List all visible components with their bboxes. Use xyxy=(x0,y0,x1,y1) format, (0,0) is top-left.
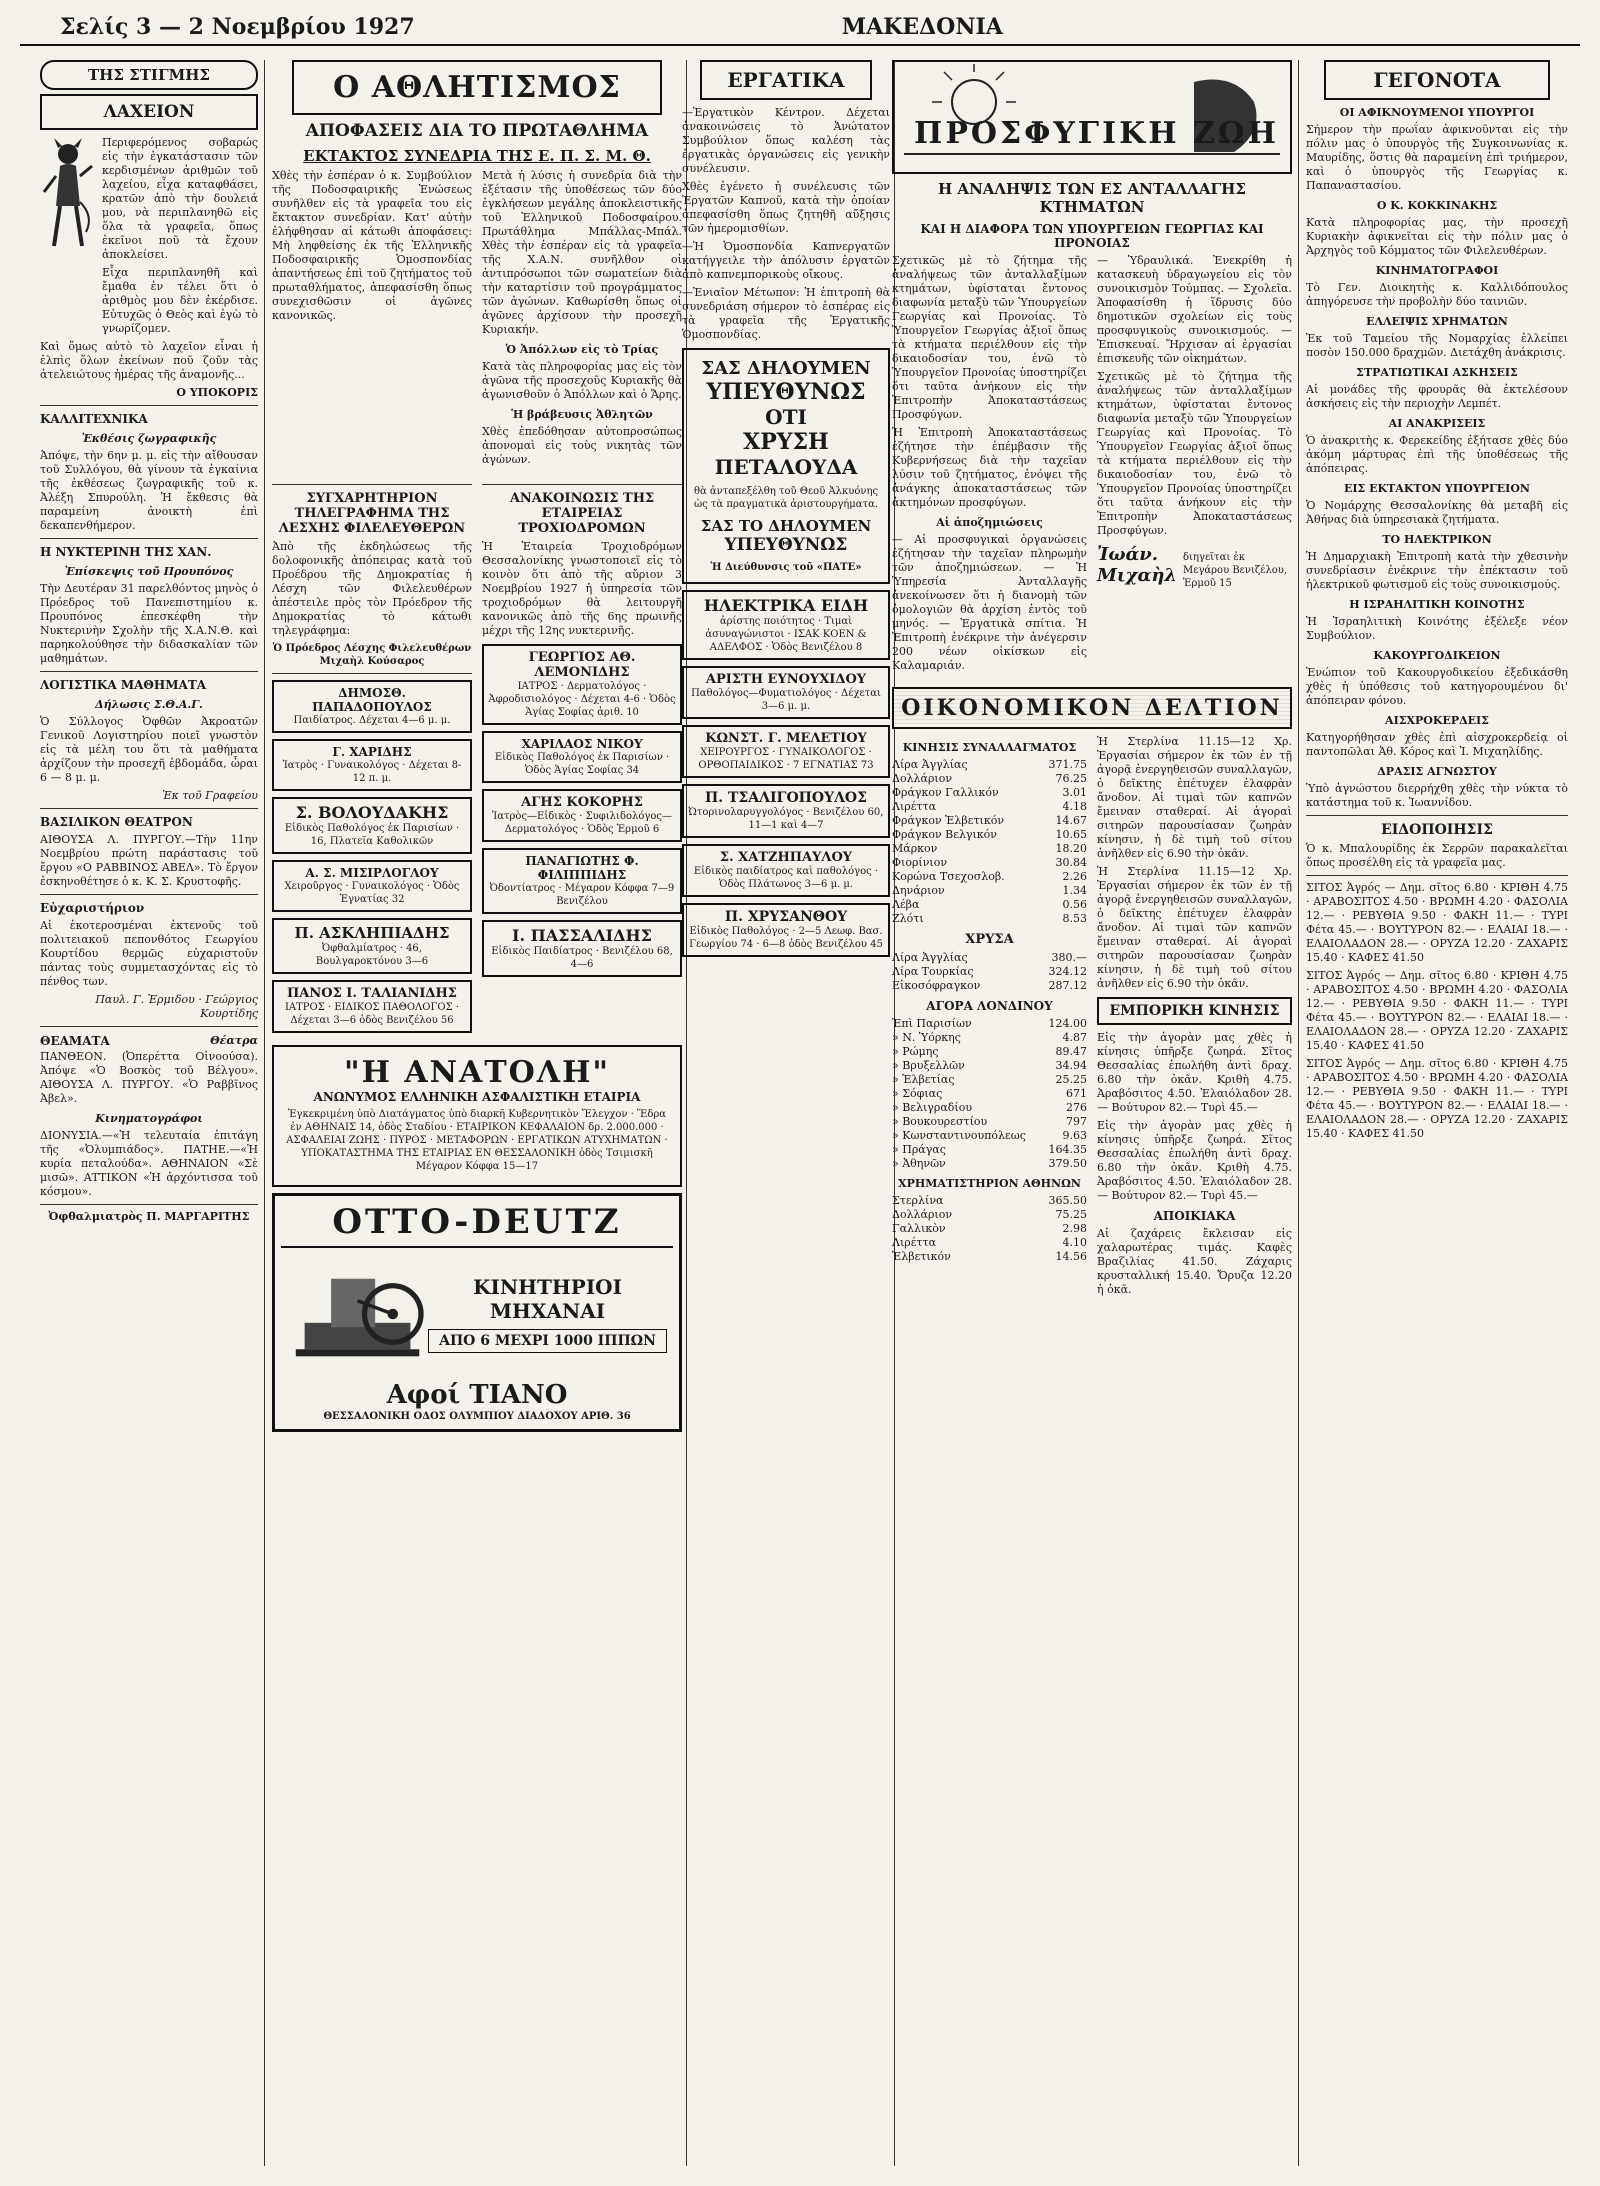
headline: ΣΥΓΧΑΡΗΤΗΡΙΟΝ ΤΗΛΕΓΡΑΦΗΜΑ ΤΗΣ ΛΕΣΧΗΣ ΦΙΛΕΛΕΥΘΕΡΩΝ xyxy=(278,491,466,536)
devil-illustration xyxy=(40,136,96,340)
row-value: 1.34 xyxy=(1062,884,1087,897)
ad-title: ΚΩΝΣΤ. Γ. ΜΕΛΕΤΙΟΥ xyxy=(705,731,867,746)
ad-subtitle: ΑΝΩΝΥΜΟΣ ΕΛΛΗΝΙΚΗ ΑΣΦΑΛΙΣΤΙΚΗ ΕΤΑΙΡΙΑ xyxy=(313,1090,641,1104)
paragraph: ΔΙΟΝΥΣΙΑ.—«Ἡ τελευταία ἐπιτάγη τῆς «Ὀλυμπιάδος». ΠΑΤΗΕ.—«Ἡ κυρία πεταλούδα». ΑΘΗΝΑΙΟΝ «Σὲ μισῶ». ΑΤΤΙΚΟΝ «Ἡ ἀρχόντισσα τοῦ κόσμου». xyxy=(40,1129,258,1198)
row-value: 76.25 xyxy=(1055,772,1087,785)
table-row xyxy=(892,979,1087,993)
paragraph: —Ἐργατικὸν Κέντρον. Δέχεται ἀνακοινώσεις τὸ Ἀνώτατον Συμβούλιον ὅπως καλέση τὰς ἐργατικὰς ὀργανώσεις εἰς γενικὴν συνέλευσιν. xyxy=(682,106,890,175)
table-row xyxy=(892,772,1087,786)
ad-address: ΘΕΣΣΑΛΟΝΙΚΗ ΟΔΟΣ ΟΛΥΜΠΙΟΥ ΔΙΑΔΟΧΟΥ ΑΡΙΘ. 36 xyxy=(323,1411,631,1422)
ad-text: Εἰδικὸς Παθολόγος ἐκ Παρισίων · 16, Πλατεῖα Καθολικῶν xyxy=(284,823,460,847)
row-label: » Ν. Ὑόρκης xyxy=(892,1031,961,1044)
ad-box xyxy=(272,680,472,733)
table-row xyxy=(892,1129,1087,1143)
news-title: ΚΑΚΟΥΡΓΟΔΙΚΕΙΟΝ xyxy=(1373,649,1501,662)
row-value: 4.87 xyxy=(1062,1031,1087,1044)
table-row xyxy=(892,1101,1087,1115)
news-title: ΣΤΡΑΤΙΩΤΙΚΑΙ ΑΣΚΗΣΕΙΣ xyxy=(1356,366,1518,379)
paragraph: Χθὲς ἐπεδόθησαν αὐτοπροσώπως ἀπονομαὶ εἰς τοὺς νικητὰς τῶν ἀγώνων. xyxy=(482,425,682,466)
news-title: ΚΙΝΗΜΑΤΟΓΡΑΦΟΙ xyxy=(1375,264,1499,277)
paragraph: Σχετικῶς μὲ τὸ ζήτημα τῆς ἀναλήψεως τῶν ἀνταλλαξίμων κτημάτων, ὑφίσταται ἔντονος διαφωνία μεταξὺ τῶν Ὑπουργείων Γεωργίας καὶ Προνοίας. Τὸ Ὑπουργεῖον Γεωργίας ἀξιοῖ ὅπως τὰ κτήματα περιέλθουν εἰς τὴν δικαιοδοσίαν του, ἐνῶ τὸ Ὑπουργεῖον Προνοίας ὑποστηρίζει ὅτι ταῦτα ἀνήκουν εἰς τὴν Ἐπιτροπὴν Ἀποκαταστάσεως Προσφύγων. xyxy=(892,254,1087,421)
section-subtitle: Ἐκθέσις ζωγραφικῆς xyxy=(81,432,217,445)
paragraph: —Ἐνιαῖον Μέτωπον: Ἡ ἐπιτροπὴ θὰ συνεδριάση σήμερον τὸ ἑσπέρας εἰς τὰ γραφεῖα τῆς Ἐργατικῆς Ὁμοσπονδίας. xyxy=(682,286,890,341)
section-banner: ΟΙΚΟΝΟΜΙΚΟΝ ΔΕΛΤΙΟΝ xyxy=(892,687,1292,729)
ad-text: Ἰατρὸς—Εἰδικὸς · Συφιλιδολόγος—Δερματολόγος · Ὁδὸς Ἑρμοῦ 6 xyxy=(492,811,672,835)
signature: Ἰωάν. Μιχαὴλ xyxy=(1097,544,1178,586)
ad-title: Ι. ΠΑΣΣΑΛΙΔΗΣ xyxy=(512,926,652,945)
ad-otto-deutz xyxy=(272,1193,682,1432)
market-prices: ΣΙΤΟΣ Ἀγρός — Δημ. σῖτος 6.80 · ΚΡΙΘΗ 4.75 · ΑΡΑΒΟΣΙΤΟΣ 4.50 · ΒΡΩΜΗ 4.20 · ΦΑΣΟΛΙΑ 12.— · ΡΕΒΥΘΙΑ 9.50 · ΦΑΚΗ 11.— · ΤΥΡΙ Φέτα 45.— · ΒΟΥΤΥΡΟΝ 82.— · ΕΛΑΙΑΙ 18.— · ΕΛΑΙΟΛΑΔΟΝ 28.— · ΟΡΥΖΑ 12.20 · ΖΑΧΑΡΙΣ 15.40 · ΚΑΦΕΣ 41.50 xyxy=(1306,969,1568,1052)
ad-box xyxy=(682,590,890,660)
signature: Ὁ Πρόεδρος Λέσχης Φιλελευθέρων Μιχαὴλ Κούσαρος xyxy=(272,643,472,667)
ad-box xyxy=(272,739,472,791)
ad-box xyxy=(272,797,472,854)
ad-text: ΙΑΤΡΟΣ · ΕΙΔΙΚΟΣ ΠΑΘΟΛΟΓΟΣ · Δέχεται 3—6 ὁδὸς Βενιζέλου 56 xyxy=(284,1002,460,1026)
row-label: » Πράγας xyxy=(892,1143,946,1156)
ad-title: Π. ΤΣΑΛΙΓΟΠΟΥΛΟΣ xyxy=(704,790,868,806)
row-value: 4.18 xyxy=(1062,800,1087,813)
row-value: 30.84 xyxy=(1055,856,1087,869)
ad-title: Σ. ΒΟΛΟΥΔΑΚΗΣ xyxy=(295,803,449,822)
ad-signature: Ἡ Διεύθυνσις τοῦ «ΠΑΤΕ» xyxy=(710,562,862,573)
section-title: ΘΕΑΜΑΤΑ xyxy=(40,1034,110,1048)
column-3 xyxy=(682,60,890,2166)
row-label: Ἐπὶ Παρισίων xyxy=(892,1017,972,1030)
sunrise-illustration xyxy=(894,62,1290,168)
ad-line: ΥΠΕΥΘΥΝΩΣ xyxy=(724,535,848,555)
row-label: Δηνάριον xyxy=(892,884,945,897)
table-row xyxy=(892,1222,1087,1236)
ad-box xyxy=(482,848,682,914)
table-row xyxy=(892,1017,1087,1031)
table-row xyxy=(892,1031,1087,1045)
table-row xyxy=(892,1208,1087,1222)
news-title: ΤΟ ΗΛΕΚΤΡΙΚΟΝ xyxy=(1382,533,1492,546)
paragraph: Ἡ Στερλίνα 11.15—12 Χρ. Ἐργασίαι σήμερον ἐκ τῶν ἐν τῇ ἀγορᾷ ἐνεργηθεισῶν συναλλαγῶν, ὁ δεῖκτης ἐπέτυχεν ἐλαφρὰν ἄνοδον. Αἱ τιμαὶ τῶν καπνῶν ἔμειναν σταθεραί. Αἱ ἀγοραὶ σιτηρῶν παρουσίασαν ζωηρὰν κίνησιν, ἡ δὲ τιμὴ τοῦ σίτου ἀνῆλθεν εἰς 6.90 τὴν ὀκᾶν. xyxy=(1097,865,1292,990)
signature-text: διηγεῖται ἐκ Μεγάρου Βενιζέλου, Ἑρμοῦ 15 xyxy=(1183,552,1288,589)
headline: Η ΑΝΑΛΗΨΙΣ ΤΩΝ ΕΣ ΑΝΤΑΛΛΑΓΗΣ ΚΤΗΜΑΤΩΝ xyxy=(938,180,1246,216)
ad-title: "Η ΑΝΑΤΟΛΗ" xyxy=(343,1055,611,1090)
ad-anatoli xyxy=(272,1045,682,1187)
news-title: Ο Κ. ΚΟΚΚΙΝΑΚΗΣ xyxy=(1376,199,1498,212)
table-row xyxy=(892,814,1087,828)
table-row xyxy=(892,1194,1087,1208)
paragraph: Χθὲς τὴν ἑσπέραν ὁ κ. Συμβούλιον τῆς Ποδοσφαιρικῆς Ἑνώσεως συνῆλθεν εἰς τὰ γραφεῖα του εἰς ἔκτακτον συνεδρίαν. Κατ' αὐτὴν ἐλήφθησαν αἱ κάτωθι ἀποφάσεις: Μὴ ληφθείσης ἐκ τῆς Ἑλληνικῆς Ποδοσφαιρικῆς Ὁμοσπονδίας ἀπαντήσεως ἐπὶ τοῦ ζητήματος τοῦ πρωταθλήματος, ἀπεφασίσθη ὅπως συνεχισθῶσιν οἱ ἀγῶνες κανονικῶς. xyxy=(272,169,472,322)
ad-text: ΧΕΙΡΟΥΡΓΟΣ · ΓΥΝΑΙΚΟΛΟΓΟΣ · ΟΡΘΟΠΑΙΔΙΚΟΣ · 7 ΕΓΝΑΤΙΑΣ 73 xyxy=(698,747,874,771)
news-title: Η ΙΣΡΑΗΛΙΤΙΚΗ ΚΟΙΝΟΤΗΣ xyxy=(1349,598,1525,611)
row-value: 276 xyxy=(1066,1101,1087,1114)
ad-title: ΗΛΕΚΤΡΙΚΑ ΕΙΔΗ xyxy=(703,596,869,615)
paragraph: Ἡ Ἐπιτροπὴ Ἀποκαταστάσεως ἐζήτησε τὴν ἐπέμβασιν τῆς Κυβερνήσεως διὰ τὴν ταχεῖαν λύσιν τοῦ ζητήματος, ἐνόψει τῆς ἀνάγκης ἀποκαταστάσεως τῶν ἀκτημόνων προσφύγων. xyxy=(892,426,1087,509)
paragraph: Χθὲς ἐγένετο ἡ συνέλευσις τῶν Ἐργατῶν Καπνοῦ, κατὰ τὴν ὁποίαν ἀπεφασίσθη ὅπως ζητηθῆ αὔξησις τῶν ἡμερομισθίων. xyxy=(682,180,890,235)
table-row xyxy=(892,1115,1087,1129)
table-row xyxy=(892,951,1087,965)
table-row xyxy=(892,758,1087,772)
paragraph: ΠΑΝΘΕΟΝ. (Ὀπερέττα Οἰνοούσα). Ἀπόψε «Ὁ Βοσκὸς τοῦ Βέλγου». ΑΙΘΟΥΣΑ Λ. ΠΥΡΓΟΥ. «Ὁ Ραββῖνος Ἀβελ». xyxy=(40,1050,258,1105)
ad-maker: Αφοί ΤΙΑΝΟ xyxy=(386,1380,568,1410)
section-title: Εὐχαριστήριον xyxy=(40,901,145,915)
row-value: 9.63 xyxy=(1062,1129,1087,1142)
row-value: 324.12 xyxy=(1048,965,1087,978)
ad-text: Εἰδικὸς Παιδίατρος · Βενιζέλου 68, 4—6 xyxy=(491,946,673,970)
section-title: ΛΟΓΙΣΤΙΚΑ ΜΑΘΗΜΑΤΑ xyxy=(40,678,207,692)
section-title: ΑΠΟΙΚΙΑΚΑ xyxy=(1153,1209,1236,1223)
section-title: ΕΜΠΟΡΙΚΗ ΚΙΝΗΣΙΣ xyxy=(1097,997,1292,1025)
paragraph: Ὑπὸ ἀγνώστου διερρήχθη χθὲς τὴν νύκτα τὸ κατάστημα τοῦ κ. Ἰωαννίδου. xyxy=(1306,782,1568,809)
paragraph: Ἀπὸ τῆς ἐκδηλώσεως τῆς δολοφονικῆς ἀπόπειρας κατὰ τοῦ Προέδρου τῆς Δημοκρατίας ἡ Λέσχη τῶν Φιλελευθέρων ἀπέστειλε πρὸς τὸν Πρόεδρον τῆς Δημοκρατίας τὸ κάτωθι τηλεγράφημα: xyxy=(272,540,472,637)
row-value: 797 xyxy=(1066,1115,1087,1128)
ad-text: Παιδίατρος. Δέχεται 4—6 μ. μ. xyxy=(293,715,451,726)
news-title: ΑΙΣΧΡΟΚΕΡΔΕΙΣ xyxy=(1385,714,1489,727)
row-value: 365.50 xyxy=(1048,1194,1087,1207)
row-value: 164.35 xyxy=(1048,1143,1087,1156)
news-title: ΕΙΔΟΠΟΙΗΣΙΣ xyxy=(1381,822,1493,838)
column-5 xyxy=(1306,60,1568,2166)
section-title: Η ΝΥΚΤΕΡΙΝΗ ΤΗΣ ΧΑΝ. xyxy=(40,545,212,559)
currency-tables xyxy=(892,735,1087,1301)
row-value: 371.75 xyxy=(1048,758,1087,771)
ad-box xyxy=(682,666,890,719)
row-label: Φιορίνιον xyxy=(892,856,948,869)
ad-box xyxy=(482,920,682,977)
market-prices: ΣΙΤΟΣ Ἀγρός — Δημ. σῖτος 6.80 · ΚΡΙΘΗ 4.75 · ΑΡΑΒΟΣΙΤΟΣ 4.50 · ΒΡΩΜΗ 4.20 · ΦΑΣΟΛΙΑ 12.— · ΡΕΒΥΘΙΑ 9.50 · ΦΑΚΗ 11.— · ΤΥΡΙ Φέτα 45.— · ΒΟΥΤΥΡΟΝ 82.— · ΕΛΑΙΑΙ 18.— · ΕΛΑΙΟΛΑΔΟΝ 28.— · ΟΡΥΖΑ 12.20 · ΖΑΧΑΡΙΣ 15.40 · ΚΑΦΕΣ 41.50 xyxy=(1306,881,1568,964)
paragraph: Κατὰ τὰς πληροφορίας μας εἰς τὸν ἀγῶνα τῆς προσεχοῦς Κυριακῆς θὰ ἀγωνισθοῦν ὁ Ἀπόλλων καὶ ὁ Ἄρης. xyxy=(482,360,682,401)
column-box-title: ΤΗΣ ΣΤΙΓΜΗΣ xyxy=(40,60,258,90)
table-row xyxy=(892,898,1087,912)
row-label: Φράγκον Ἑλβετικόν xyxy=(892,814,1005,827)
ad-text: Εἰδικὸς Παθολόγος · 2—5 Λεωφ. Βασ. Γεωργίου 74 · 6—8 ὁδὸς Βενιζέλου 45 xyxy=(689,926,883,950)
paragraph: Ἡ Στερλίνα 11.15—12 Χρ. Ἐργασίαι σήμερον ἐκ τῶν ἐν τῇ ἀγορᾷ ἐνεργηθεισῶν συναλλαγῶν, ὁ δεῖκτης ἐπέτυχεν ἐλαφρὰν ἄνοδον. Αἱ τιμαὶ τῶν καπνῶν ἔμειναν σταθεραί. Αἱ ἀγοραὶ σιτηρῶν παρουσίασαν ζωηρὰν κίνησιν, ἡ δὲ τιμὴ τοῦ σίτου ἀνῆλθεν εἰς 6.90 τὴν ὀκᾶν. xyxy=(1097,735,1292,860)
section-banner: ΕΡΓΑΤΙΚΑ xyxy=(700,60,872,100)
news-title: ΔΡΑΣΙΣ ΑΓΝΩΣΤΟΥ xyxy=(1377,765,1497,778)
table-row xyxy=(892,870,1087,884)
row-label: » Ἀθηνῶν xyxy=(892,1157,946,1170)
row-label: Φράγκον Γαλλικόν xyxy=(892,786,999,799)
section-subtitle: Δήλωσις Σ.Θ.Α.Γ. xyxy=(95,698,203,711)
row-value: 3.01 xyxy=(1062,786,1087,799)
refugee-life-banner xyxy=(892,60,1292,174)
row-label: Φράγκον Βελγικόν xyxy=(892,828,997,841)
ad-text: Εἰδικὸς παιδίατρος καὶ παθολόγος · Ὁδὸς Πλάτωνος 3—6 μ. μ. xyxy=(693,866,879,890)
row-label: » Ρώμης xyxy=(892,1045,939,1058)
ad-box xyxy=(482,789,682,842)
row-label: » Κωνσταντινουπόλεως xyxy=(892,1129,1026,1142)
article-label: Ὁ Ἀπόλλων εἰς τὸ Τρίας xyxy=(505,343,659,356)
row-value: 2.98 xyxy=(1062,1222,1087,1235)
row-label: Λέβα xyxy=(892,898,920,911)
ad-title: Π. ΑΣΚΛΗΠΙΑΔΗΣ xyxy=(294,924,450,942)
row-label: Δολλάριον xyxy=(892,1208,953,1221)
headline: ΑΠΟΦΑΣΕΙΣ ΔΙΑ ΤΟ ΠΡΩΤΑΘΛΗΜΑ xyxy=(305,121,649,141)
ad-title: ΓΕΩΡΓΙΟΣ ΑΘ. ΛΕΜΟΝΙΔΗΣ xyxy=(528,650,636,680)
table-row xyxy=(892,1143,1087,1157)
ad-title: ΠΑΝΑΓΙΩΤΗΣ Φ. ΦΙΛΙΠΠΙΔΗΣ xyxy=(525,854,639,882)
paragraph: ΑΙΘΟΥΣΑ Λ. ΠΥΡΓΟΥ.—Τὴν 11ην Νοεμβρίου πρώτη παράστασις τοῦ ἔργου «Ο ΡΑΒΒΙΝΟΣ ΑΒΕΛ». Τὸ ἔργον ἐσκηνοθέτησε ὁ κ. Κ. Σ. Κρυστοφῆς. xyxy=(40,833,258,888)
paragraph: Τὴν Δευτέραν 31 παρελθόντος μηνὸς ὁ Πρόεδρος τοῦ Πανεπιστημίου κ. Προυπόνος ἐπεσκέφθη τὴν Νυκτερινὴν Σχολὴν τῆς Χ.Α.Ν.Θ. καὶ παρηκολούθησε τὴν διδασκαλίαν τῶν μαθημάτων. xyxy=(40,582,258,665)
masthead xyxy=(20,12,1580,46)
ad-box xyxy=(682,725,890,778)
row-label: » Βελιγραδίου xyxy=(892,1101,973,1114)
row-value: 14.56 xyxy=(1055,1250,1087,1263)
column-1 xyxy=(40,60,258,2166)
section-banner: ΓΕΓΟΝΟΤΑ xyxy=(1324,60,1550,100)
ad-text: θὰ ἀνταπεξέλθη τοῦ Θεοῦ Ἀλκυόνης ὡς τὰ πραγματικὰ ἀριστουργήματα. xyxy=(693,486,879,510)
row-value: 0.56 xyxy=(1062,898,1087,911)
ad-box xyxy=(482,644,682,725)
article-label: Αἱ ἀποζημιώσεις xyxy=(936,516,1043,529)
ad-text: Ἰατρὸς · Γυναικολόγος · Δέχεται 8-12 π. μ. xyxy=(282,760,462,784)
ad-box xyxy=(272,860,472,912)
row-value: 14.67 xyxy=(1055,814,1087,827)
table-row xyxy=(892,828,1087,842)
ad-box xyxy=(682,903,890,957)
table-title: ΑΓΟΡΑ ΛΟΝΔΙΝΟΥ xyxy=(926,999,1053,1013)
row-label: » Ἑλβετίας xyxy=(892,1073,955,1086)
paragraph: Ἡ Ἰσραηλιτικὴ Κοινότης ἐξέλεξε νέον Συμβούλιον. xyxy=(1306,615,1568,642)
ad-box xyxy=(682,784,890,838)
table-row xyxy=(892,800,1087,814)
table-title: ΧΡΗΜΑΤΙΣΤΗΡΙΟΝ ΑΘΗΝΩΝ xyxy=(898,1177,1081,1190)
section-title: ΒΑΣΙΛΙΚΟΝ ΘΕΑΤΡΟΝ xyxy=(40,815,193,829)
row-value: 25.25 xyxy=(1055,1073,1087,1086)
paragraph: Ἐκ τοῦ Ταμείου τῆς Νομαρχίας ἐλλείπει ποσὸν 150.000 δραχμῶν. Διετάχθη ἀνάκρισις. xyxy=(1306,332,1568,359)
ad-line: ΣΑΣ ΔΗΛΟΥΜΕΝ xyxy=(701,358,871,379)
athens-exchange-table xyxy=(892,1194,1087,1264)
ad-title: ΧΑΡΙΛΑΟΣ ΝΙΚΟΥ xyxy=(521,737,643,751)
ad-title: Γ. ΧΑΡΙΔΗΣ xyxy=(332,745,412,759)
row-label: » Βουκουρεστίου xyxy=(892,1115,988,1128)
ad-xrysi-petalouda xyxy=(682,348,890,584)
ad-text: ΑΠΟ 6 ΜΕΧΡΙ 1000 ΙΠΠΩΝ xyxy=(428,1329,667,1353)
ad-title: ΑΡΙΣΤΗ ΕΥΝΟΥΧΙΔΟΥ xyxy=(705,672,867,687)
row-label: Λίρα Ἀγγλίας xyxy=(892,758,968,771)
row-label: » Βρυξελλῶν xyxy=(892,1059,965,1072)
row-label: Λιρέττα xyxy=(892,800,937,813)
table-row xyxy=(892,965,1087,979)
row-value: 287.12 xyxy=(1048,979,1087,992)
paragraph: Εἰς τὴν ἀγορὰν μας χθὲς ἡ κίνησις ὑπῆρξε ζωηρά. Σῖτος Θεσσαλίας ἐπωλήθη ἀντὶ δραχ. 6.80 τὴν ὀκᾶν. Κριθὴ 4.75. Ἀραβόσιτος 4.50. Ἐλαιόλαδον 28.— Βούτυρον 82.— Τυρὶ 45.— xyxy=(1097,1119,1292,1202)
paragraph: Αἱ μονάδες τῆς φρουρᾶς θὰ ἐκτελέσουν ἀσκήσεις εἰς τὴν περιοχὴν Λεμπέτ. xyxy=(1306,383,1568,410)
row-label: Εἰκοσόφραγκον xyxy=(892,979,981,992)
ad-box xyxy=(272,980,472,1033)
table-row xyxy=(892,1157,1087,1171)
ad-text: ΚΙΝΗΤΗΡΙΟΙ ΜΗΧΑΝΑΙ xyxy=(473,1275,622,1323)
paragraph: Σήμερον τὴν πρωΐαν ἀφικνοῦνται εἰς τὴν πόλιν μας ὁ ὑπουργὸς τῆς Συγκοινωνίας κ. Μαυρίδης, ὅστις θὰ παραμείνη ἐπὶ τριήμερον, καὶ ὁ ὑπουργὸς τῆς Γεωργίας κ. Παπαναστασίου. xyxy=(1306,123,1568,192)
paragraph: Σχετικῶς μὲ τὸ ζήτημα τῆς ἀναλήψεως τῶν ἀνταλλαξίμων κτημάτων, ὑφίσταται ἔντονος διαφωνία μεταξὺ τῶν Ὑπουργείων Γεωργίας καὶ Προνοίας. Τὸ Ὑπουργεῖον Γεωργίας ἀξιοῖ ὅπως τὰ κτήματα περιέλθουν εἰς τὴν δικαιοδοσίαν του, ἐνῶ τὸ Ὑπουργεῖον Προνοίας ὑποστηρίζει ὅτι ταῦτα ἀνήκουν εἰς τὴν Ἐπιτροπὴν Ἀποκαταστάσεως Προσφύγων. xyxy=(1097,370,1292,537)
ad-title: Σ. ΧΑΤΖΗΠΑΥΛΟΥ xyxy=(719,850,853,865)
row-label: Ἑλβετικόν xyxy=(892,1250,951,1263)
ad-box xyxy=(482,731,682,783)
paragraph: Μετὰ ἡ λύσις ἡ συνεδρία διὰ τὴν ἐξέτασιν τῆς ὑποθέσεως τῶν δύο ἐγκλήσεων μεγάλης ἀποκλειστικῆς τοῦ Ἑλληνικοῦ Ποδοσφαίρου. Πρωτάθλημα Μπάλλας-Μπάλ. Χθὲς τὴν ἑσπέραν εἰς τὰ γραφεῖα τῆς Χ.Α.Ν. συνῆλθον οἱ ἀντιπρόσωποι τῶν σωματείων διὰ τὴν καταρτίσιν τοῦ προγράμματος τῶν ἀγώνων. Καθωρίσθη ὅπως οἱ ἀγῶνες ἀρχίσουν τὴν προσεχῆ Κυριακήν. xyxy=(482,169,682,336)
row-label: Γαλλικὸν xyxy=(892,1222,946,1235)
row-value: 8.53 xyxy=(1062,912,1087,925)
news-title: ΑΙ ΑΝΑΚΡΙΣΕΙΣ xyxy=(1388,417,1486,430)
paragraph: Ἡ Δημαρχιακὴ Ἐπιτροπὴ κατὰ τὴν χθεσινὴν συνεδρίασιν ἐνέκρινε τὴν ἐπέκτασιν τοῦ ἠλεκτρικοῦ φωτισμοῦ εἰς τοὺς συνοικισμούς. xyxy=(1306,550,1568,591)
signature: Ο ΥΠΟΚΟΡΙΣ xyxy=(176,386,258,399)
row-value: 671 xyxy=(1066,1087,1087,1100)
paragraph: Εἰς τὴν ἀγορὰν μας χθὲς ἡ κίνησις ὑπῆρξε ζωηρά. Σῖτος Θεσσαλίας ἐπωλήθη ἀντὶ δραχ. 6.80 τὴν ὀκᾶν. Κριθὴ 4.75. Ἀραβόσιτος 4.50. Ἐλαιόλαδον 28.— Βούτυρον 82.— Τυρὶ 45.— xyxy=(1097,1031,1292,1114)
table-row xyxy=(892,884,1087,898)
signature: Παυλ. Γ. Ἐρμιδου · Γεώργιος Κουρτίδης xyxy=(95,993,258,1020)
engine-illustration xyxy=(287,1254,428,1374)
column-2 xyxy=(272,60,682,2166)
table-row xyxy=(892,912,1087,926)
row-label: Μάρκον xyxy=(892,842,938,855)
ad-title: ΑΓΗΣ ΚΟΚΟΡΗΣ xyxy=(521,795,643,810)
paragraph: — Ὑδραυλικά. Ἐνεκρίθη ἡ κατασκευὴ ὑδραγωγείου εἰς τὸν συνοικισμὸν Τούμπας. — Σχολεῖα. Ἀποφασίσθη ἡ ἵδρυσις δύο δημοτικῶν σχολείων εἰς τοὺς προσφυγικοὺς συνοικισμούς. — Ἐπισκευαί. Ἤρχισαν αἱ ἐργασίαι ἐπισκευῆς τῶν οἰκημάτων. xyxy=(1097,254,1292,365)
article-sports xyxy=(272,169,682,471)
row-label: Λίρα Τουρκίας xyxy=(892,965,974,978)
ad-line: ΠΕΤΑΛΟΥΔΑ xyxy=(714,455,858,479)
section-subtitle: Ἐπίσκεψις τοῦ Προυπόνος xyxy=(64,565,234,578)
paragraph: — Αἱ προσφυγικαὶ ὀργανώσεις ἐζήτησαν τὴν ταχεῖαν πληρωμὴν τῶν ἀποζημιώσεων. — Ἡ Ὑπηρεσία Ἀνταλλαγῆς ἀνεκοίνωσεν ὅτι ἡ διανομὴ τῶν ὁμολογιῶν θὰ ἀρχίση ἐντὸς τοῦ μηνός. — Ἐργατικὰ σπίτια. Ἡ Ἐπιτροπὴ ἐνέκρινε τὴν ἀνέγερσιν 200 νέων οἰκίσκων εἰς Καλαμαριάν. xyxy=(892,533,1087,672)
paragraph: Εἶχα περιπλανηθῆ καὶ ἔμαθα ἐν τέλει ὅτι ὁ ἀριθμὸς μου δὲν ἐκέρδισε. Εὐτυχῶς ὁ Θεὸς καὶ ἐγὼ τὸ γνωρίζομεν. xyxy=(102,266,258,335)
ad-line: ΣΑΣ ΤΟ ΔΗΛΟΥΜΕΝ xyxy=(700,517,872,535)
row-label: Λιρέττα xyxy=(892,1236,937,1249)
row-label: Δολλάριον xyxy=(892,772,953,785)
paragraph: Κατηγορήθησαν χθὲς ἐπὶ αἰσχροκερδείᾳ οἱ παντοπῶλαι Ἀθ. Κόρος καὶ Ἰ. Μιχαηλίδης. xyxy=(1306,731,1568,758)
news-title: ΟΙ ΑΦΙΚΝΟΥΜΕΝΟΙ ΥΠΟΥΡΓΟΙ xyxy=(1339,106,1535,119)
article-label: Ἡ βράβευσις Ἀθλητῶν xyxy=(511,408,653,421)
ad-text: Ὀδοντίατρος · Μέγαρον Κόφφα 7—9 Βενιζέλου xyxy=(489,883,675,907)
ad-box xyxy=(682,844,890,897)
ad-title: Π. ΧΡΥΣΑΝΘΟΥ xyxy=(724,909,848,925)
section-subtitle: Κινηματογράφοι xyxy=(95,1112,203,1125)
section-subtitle: Θέατρα xyxy=(210,1034,258,1047)
article-lottery xyxy=(40,136,258,340)
row-value: 75.25 xyxy=(1055,1208,1087,1221)
ad-title: ΔΗΜΟΣΘ. ΠΑΠΑΔΟΠΟΥΛΟΣ xyxy=(312,686,432,714)
ad-text: Χειροῦργος · Γυναικολόγος · Ὁδὸς Ἐγνατίας 32 xyxy=(284,881,460,905)
page-date: Σελίς 3 — 2 Νοεμβρίου 1927 xyxy=(60,14,415,40)
row-label: » Σόφιας xyxy=(892,1087,943,1100)
exchange-table xyxy=(892,758,1087,926)
ad-title: OTTO-DEUTZ xyxy=(281,1202,673,1248)
ad-text: Ἐγκεκριμένη ὑπὸ Διατάγματος ὑπὸ διαρκῆ Κυβερνητικὸν Ἔλεγχον · Ἕδρα ἐν ΑΘΗΝΑΙΣ 14, ὁδὸς Σταδίου · ΕΤΑΙΡΙΚΟΝ ΚΕΦΑΛΑΙΟΝ δρ. 2.000.000 · ΑΣΦΑΛΕΙΑΙ ΖΩΗΣ · ΠΥΡΟΣ · ΜΕΤΑΦΟΡΩΝ · ΕΡΓΑΤΙΚΩΝ ΑΤΥΧΗΜΑΤΩΝ · ΥΠΟΚΑΤΑΣΤΗΜΑ ΤΗΣ ΕΤΑΙΡΙΑΣ ΕΝ ΘΕΣΣΑΛΟΝΙΚΗ ὁδὸς Τσιμισκῆ Μέγαρον Κόφφα 15—17 xyxy=(286,1109,668,1172)
ad-text: ἀρίστης ποιότητος · Τιμαὶ ἀσυναγώνιστοι · ΙΣΑΚ ΚΟΕΝ & ΑΔΕΛΦΟΣ · Ὁδὸς Βενιζέλου 8 xyxy=(705,616,867,653)
paragraph: Αἱ ἐκοτεροσμέναι ἐκτενοῦς τοῦ πολιτειακοῦ πεπονθότος Γεωργίου Κουρτίδου θερμῶς εὐχαριστοῦν πάντας τοὺς συμμετασχόντας εἰς τὸ πένθος των. xyxy=(40,919,258,988)
paragraph: Ἡ Ἑταιρεία Τροχιοδρόμων Θεσσαλονίκης γνωστοποιεῖ εἰς τὸ κοινὸν ὅτι ἀπὸ τῆς αὔριον 3 Νοεμβρίου 1927 ἡ ὑπηρεσία τῶν τροχιοδρόμων θὰ λειτουργῆ κανονικῶς ἀπὸ τῆς 6ης πρωινῆς μέχρι τῆς 12ης νυκτερινῆς. xyxy=(482,540,682,637)
ad-text: Ὠτορινολαρυγγολόγος · Βενιζέλου 60, 11—1 καὶ 4—7 xyxy=(688,807,884,831)
table-row xyxy=(892,842,1087,856)
paragraph: Κατὰ πληροφορίας μας, τὴν προσεχῆ Κυριακὴν ἀφικνεῖται εἰς τὴν πόλιν μας ὁ Ἀρχηγὸς τοῦ Κόμματος τῶν Φιλελευθέρων. xyxy=(1306,216,1568,257)
row-value: 18.20 xyxy=(1055,842,1087,855)
table-row xyxy=(892,1059,1087,1073)
doctor-notice: Ὀφθαλμιατρὸς Π. ΜΑΡΓΑΡΙΤΗΣ xyxy=(48,1210,250,1223)
table-row xyxy=(892,856,1087,870)
row-value: 4.10 xyxy=(1062,1236,1087,1249)
ad-line: ΥΠΕΥΘΥΝΩΣ xyxy=(706,379,866,405)
paragraph: Ἀπόψε, τὴν 6ην μ. μ. εἰς τὴν αἴθουσαν τοῦ Συλλόγου, θὰ γίνουν τὰ ἐγκαίνια τῆς ἐκθέσεως ζωγραφικῆς τοῦ κ. Ἀλέξη Σπυρούλη. Ἡ ἔκθεσις θὰ παραμείνη ἀνοικτὴ ἐπὶ δεκαπενθήμερον. xyxy=(40,449,258,532)
table-row xyxy=(892,1045,1087,1059)
article-title: ΛΑΧΕΙΟΝ xyxy=(40,94,258,130)
signature: Ἐκ τοῦ Γραφείου xyxy=(162,789,258,802)
row-label: Ζλότι xyxy=(892,912,924,925)
market-prices: ΣΙΤΟΣ Ἀγρός — Δημ. σῖτος 6.80 · ΚΡΙΘΗ 4.75 · ΑΡΑΒΟΣΙΤΟΣ 4.50 · ΒΡΩΜΗ 4.20 · ΦΑΣΟΛΙΑ 12.— · ΡΕΒΥΘΙΑ 9.50 · ΦΑΚΗ 11.— · ΤΥΡΙ Φέτα 45.— · ΒΟΥΤΥΡΟΝ 82.— · ΕΛΑΙΑΙ 18.— · ΕΛΑΙΟΛΑΔΟΝ 28.— · ΟΡΥΖΑ 12.20 · ΖΑΧΑΡΙΣ 15.40 · ΚΑΦΕΣ 41.50 xyxy=(1306,1057,1568,1140)
table-row xyxy=(892,1087,1087,1101)
table-row xyxy=(892,1073,1087,1087)
headline: ΑΝΑΚΟΙΝΩΣΙΣ ΤΗΣ ΕΤΑΙΡΕΙΑΣ ΤΡΟΧΙΟΔΡΟΜΩΝ xyxy=(509,491,655,536)
ad-box xyxy=(272,918,472,974)
news-title: ΕΛΛΕΙΨΙΣ ΧΡΗΜΑΤΩΝ xyxy=(1366,315,1508,328)
paragraph: Τὸ Γεν. Διοικητὴς κ. Καλλιδόπουλος ἀπηγόρευσε τὴν προβολὴν δύο ταινιῶν. xyxy=(1306,281,1568,308)
row-label: Στερλίνα xyxy=(892,1194,944,1207)
paragraph: Αἱ ζαχάρεις ἔκλεισαν εἰς χαλαρωτέρας τιμάς. Καφὲς Βραζιλίας 41.50. Ζάχαρις κρυσταλλική 15.40. Ὄρυζα 12.20 ἡ ὀκᾶ. xyxy=(1097,1227,1292,1296)
london-table xyxy=(892,1017,1087,1171)
gold-table xyxy=(892,951,1087,993)
ad-line: ΧΡΥΣΗ xyxy=(743,429,829,455)
table-row xyxy=(892,1250,1087,1264)
column-4 xyxy=(892,60,1292,2166)
newspaper-title: ΜΑΚΕΔΟΝΙΑ xyxy=(841,14,1003,40)
news-title: ΕΙΣ ΕΚΤΑΚΤΟΝ ΥΠΟΥΡΓΕΙΟΝ xyxy=(1344,482,1530,495)
subheadline: ΚΑΙ Η ΔΙΑΦΟΡΑ ΤΩΝ ΥΠΟΥΡΓΕΙΩΝ ΓΕΩΡΓΙΑΣ ΚΑΙ ΠΡΟΝΟΙΑΣ xyxy=(920,222,1264,250)
section-banner: Ο ΑΘΛΗΤΙΣΜΟΣ xyxy=(292,60,662,115)
paragraph: Ὁ κ. Μπαλουρίδης ἐκ Σερρῶν παρακαλεῖται ὅπως προσέλθη εἰς τὰ γραφεῖα μας. xyxy=(1306,842,1568,869)
ad-text: Παθολόγος—Φυματιολόγος · Δέχεται 3—6 μ. μ. xyxy=(691,688,881,712)
paragraph: Καὶ ὅμως αὐτὸ τὸ λαχεῖον εἶναι ἡ ἐλπὶς ὅλων ἐκείνων ποῦ ζοῦν τὰς ἀτελειώτους ἡμέρας τῆς ἀναμονῆς... xyxy=(40,340,258,381)
paragraph: —Ἡ Ὁμοσπονδία Καπνεργατῶν κατήγγειλε τὴν ἀπόλυσιν ἐργατῶν ἀπὸ καπνεμπορικοὺς οἴκους. xyxy=(682,240,890,281)
paragraph: Ὁ ἀνακριτὴς κ. Φερεκείδης ἐξήτασε χθὲς δύο ἀκόμη μάρτυρας ἐπὶ τῆς ὑποθέσεως τῆς ἀπόπειρας. xyxy=(1306,434,1568,475)
ad-title: Α. Σ. ΜΙΣΙΡΛΟΓΛΟΥ xyxy=(305,866,439,880)
subheadline: ΕΚΤΑΚΤΟΣ ΣΥΝΕΔΡΙΑ ΤΗΣ Ε. Π. Σ. Μ. Θ. xyxy=(303,147,651,165)
row-value: 379.50 xyxy=(1048,1157,1087,1170)
section-title: ΚΑΛΛΙΤΕΧΝΙΚΑ xyxy=(40,412,148,426)
paragraph: Ὁ Νομάρχης Θεσσαλονίκης θὰ μεταβῆ εἰς Ἀθήνας διὰ ὑπηρεσιακὰ ζητήματα. xyxy=(1306,499,1568,526)
ad-text: ΙΑΤΡΟΣ · Δερματολόγος · Ἀφροδισιολόγος · Δέχεται 4-6 · Ὁδὸς Ἁγίας Σοφίας ἀριθ. 10 xyxy=(488,681,676,718)
row-value: 89.47 xyxy=(1055,1045,1087,1058)
ad-text: Εἰδικὸς Παθολόγος ἐκ Παρισίων · Ὁδὸς Ἁγίας Σοφίας 34 xyxy=(494,752,670,776)
ad-line: ΟΤΙ xyxy=(765,405,807,429)
table-title: ΧΡΥΣΑ xyxy=(965,932,1014,947)
paragraph: Ὁ Σύλλογος Ὀφθῶν Ἀκροατῶν Γενικοῦ Λογιστηρίου ποιεῖ γνωστὸν εἰς τὰ μέλη του ὅτι τὰ μαθήματα ἀρχίζουν τὴν προσεχῆ ἑβδομάδα, ὧραι 6 — 8 μ. μ. xyxy=(40,715,258,784)
row-value: 124.00 xyxy=(1048,1017,1087,1030)
row-value: 380.— xyxy=(1051,951,1087,964)
row-value: 34.94 xyxy=(1055,1059,1087,1072)
ad-title: ΠΑΝΟΣ Ι. ΤΑΛΙΑΝΙΔΗΣ xyxy=(287,986,457,1001)
table-row xyxy=(892,1236,1087,1250)
paragraph: Περιφερόμενος σοβαρώς εἰς τὴν ἐγκατάστασιν τῶν κερδισμένων ἀριθμῶν τοῦ λαχείου, εἶχα καταφθάσει, κρατῶν ἀπὸ τὴν δουλειά μου, νὰ περιπλανηθῶ εἰς ὅλα τὰ γραφεῖα, ὅπως ἐκεῖνοι ποῦ τὰ ἔχουν ἀποκλείσει. xyxy=(102,136,258,261)
row-value: 2.26 xyxy=(1062,870,1087,883)
paragraph: Ἐνώπιον τοῦ Κακουργοδικείου ἐξεδικάσθη χθὲς ἡ ὑπόθεσις τοῦ κατηγορουμένου δι' ἀπόπειραν φόνου. xyxy=(1306,666,1568,707)
ad-text: Ὀφθαλμίατρος · 46, Βουλγαροκτόνου 3—6 xyxy=(315,943,429,967)
table-row xyxy=(892,786,1087,800)
row-value: 10.65 xyxy=(1055,828,1087,841)
row-label: Λίρα Ἀγγλίας xyxy=(892,951,968,964)
section-banner: ΠΡΟΣΦΥΓΙΚΗ ΖΩΗ xyxy=(914,116,1279,151)
row-label: Κορώνα Τσεχοσλοβ. xyxy=(892,870,1005,883)
table-title: ΚΙΝΗΣΙΣ ΣΥΝΑΛΛΑΓΜΑΤΟΣ xyxy=(902,741,1077,754)
